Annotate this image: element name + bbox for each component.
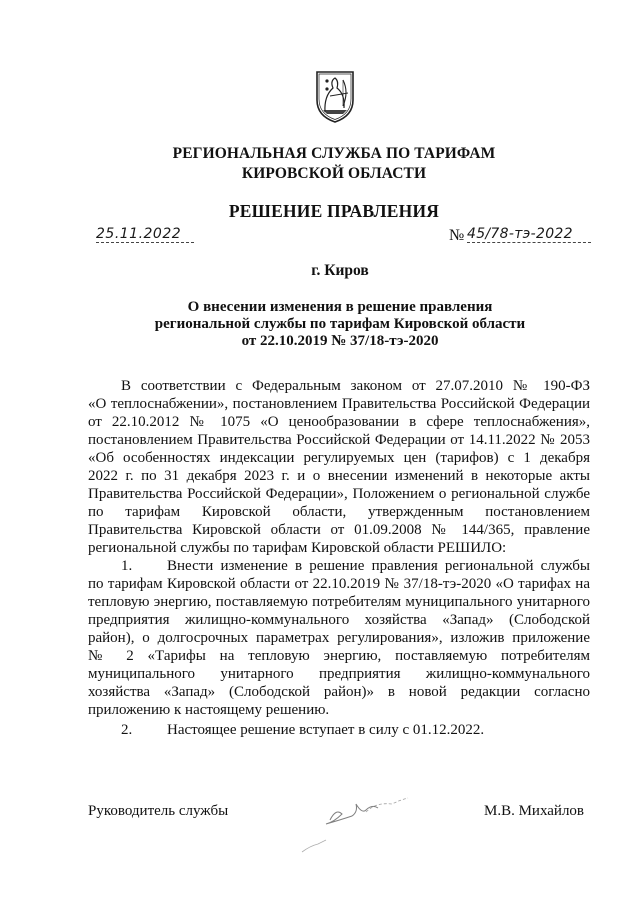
paragraph-line: постановлением Правительства Российской Федерации от 14.11.2022 № 2053 <box>88 432 590 448</box>
document-number: 45/78-тэ-2022 <box>467 226 591 243</box>
number-sign: № <box>449 227 465 244</box>
org-name-line1: РЕГИОНАЛЬНАЯ СЛУЖБА ПО ТАРИФАМ <box>172 145 496 162</box>
paragraph-line: Правительства Российской Федерации», Положением о региональной службе <box>88 486 590 502</box>
paragraph-line: № 2 «Тарифы на тепловую энергию, поставляемую потребителям <box>88 648 590 664</box>
paragraph-line: предприятия жилищно-коммунального хозяйства «Запад» (Слободской <box>88 612 590 628</box>
paragraph-line: по тарифам Кировской области от 22.10.2019 № 37/18-тэ-2020 «О тарифах на <box>88 576 590 592</box>
paragraph-line: приложению к настоящему решению. <box>88 702 330 718</box>
paragraph-line: «Об особенностях индексации регулируемых цен (тарифов) с 1 декабря <box>88 450 590 466</box>
paragraph-line: Правительства Кировской области от 01.09.2008 № 144/365, правление <box>88 522 590 538</box>
city: г. Киров <box>311 262 369 279</box>
paragraph-line: региональной службы по тарифам Кировской области РЕШИЛО: <box>88 540 507 556</box>
coat-of-arms-icon <box>313 66 357 124</box>
document-type: РЕШЕНИЕ ПРАВЛЕНИЯ <box>228 201 440 221</box>
paragraph-line: тепловую энергию, поставляемую потребителям муниципального унитарного <box>88 594 590 610</box>
org-name-line2: КИРОВСКОЙ ОБЛАСТИ <box>241 165 427 182</box>
signer-position: Руководитель службы <box>88 803 229 819</box>
paragraph-line: хозяйства «Запад» (Слободской район)» в новой редакции согласно <box>88 684 590 700</box>
handwritten-signature <box>296 790 436 860</box>
paragraph-line: по тарифам Кировской области, утвержденным постановлением <box>88 504 590 520</box>
subject-line: от 22.10.2019 № 37/18-тэ-2020 <box>241 333 439 349</box>
item-number: 1. <box>121 558 133 574</box>
paragraph-line: Настоящее решение вступает в силу с 01.12.2022. <box>167 722 485 738</box>
paragraph-line: В соответствии с Федеральным законом от 27.07.2010 № 190-ФЗ <box>121 378 590 394</box>
item-number: 2. <box>121 722 133 738</box>
subject-line: О внесении изменения в решение правления <box>187 299 493 315</box>
paragraph-line: от 22.10.2012 № 1075 «О ценообразовании в сфере теплоснабжения», <box>88 414 590 430</box>
paragraph-line: 2022 г. по 31 декабря 2023 г. и о внесении изменений в некоторые акты <box>88 468 590 484</box>
paragraph-line: муниципального унитарного предприятия жилищно-коммунального <box>88 666 590 682</box>
signer-name: М.В. Михайлов <box>484 803 585 819</box>
document-date: 25.11.2022 <box>96 226 194 243</box>
paragraph-line: Внести изменение в решение правления региональной службы <box>167 558 590 574</box>
paragraph-line: «О теплоснабжении», постановлением Правительства Российской Федерации <box>88 396 590 412</box>
subject-line: региональной службы по тарифам Кировской области <box>154 316 526 332</box>
paragraph-line: район), о долгосрочных параметрах регулирования», изложив приложение <box>88 630 590 646</box>
